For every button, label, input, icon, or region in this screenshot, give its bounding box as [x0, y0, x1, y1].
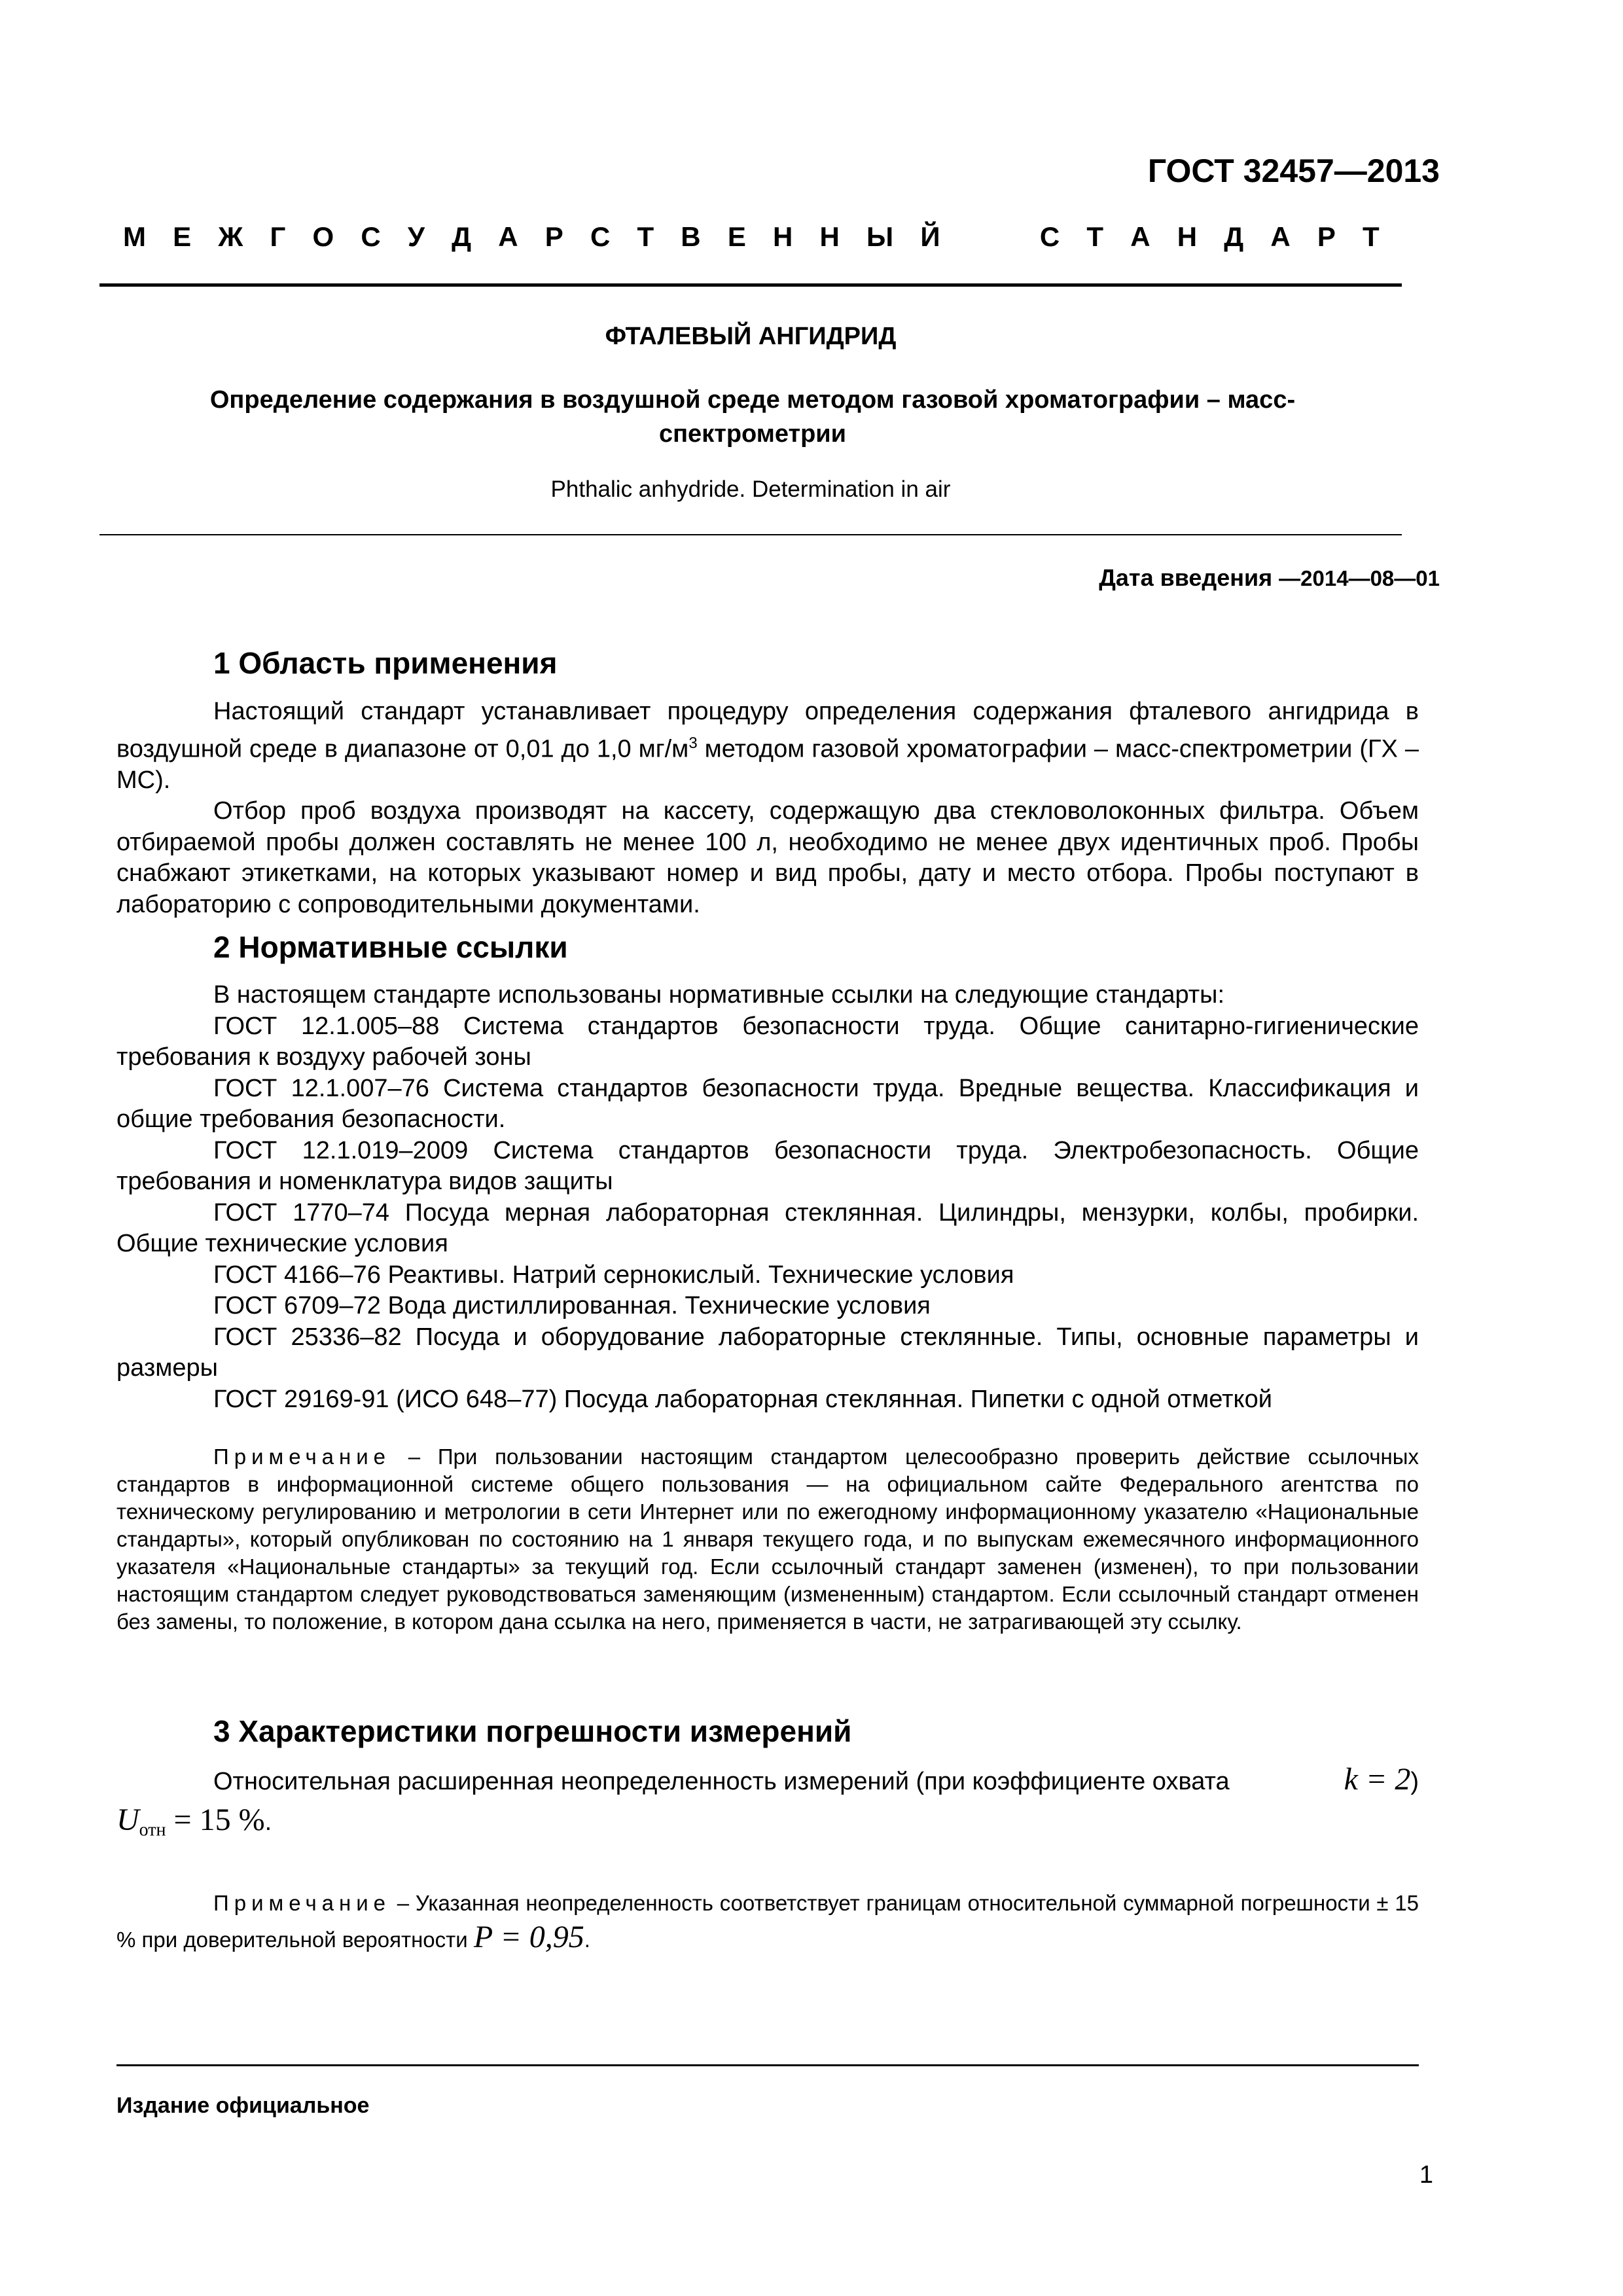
banner-letter: Д: [452, 221, 472, 252]
section-2-heading: 2 Нормативные ссылки: [213, 930, 568, 964]
interstate-standard-banner: [123, 221, 1380, 253]
intro-date-value: —2014—08—01: [1279, 566, 1440, 590]
section-1-paragraph-1: Настоящий стандарт устанавливает процедуру определения содержания фталевого ангидрида в воздушной среде в диапазоне от 0,01 до 1,0 $мг/м^3$ методом газовой хроматографии – масс-спектрометрии (ГХ – МС).: [116, 698, 1419, 794]
p-formula: P = 0,95: [473, 1920, 584, 1954]
banner-letter: М: [123, 221, 146, 252]
banner-letter: Н: [819, 221, 840, 252]
banner-letter: Й: [920, 221, 940, 252]
gost-number: ГОСТ 32457—2013: [1147, 152, 1440, 189]
reference-item: ГОСТ 12.1.005–88 Система стандартов безопасности труда. Общие санитарно-гигиенические требования к воздуху рабочей зоны: [116, 1012, 1419, 1071]
reference-item: ГОСТ 12.1.019–2009 Система стандартов безопасности труда. Электробезопасность. Общие требования и номенклатура видов защиты: [116, 1136, 1419, 1195]
banner-letter: С: [590, 221, 611, 252]
banner-letter: Е: [727, 221, 746, 252]
reference-item: ГОСТ 25336–82 Посуда и оборудование лабораторные стеклянные. Типы, основные параметры и размеры: [116, 1323, 1419, 1382]
section-2-body: [116, 980, 1419, 1415]
banner-letter: А: [1270, 221, 1291, 252]
edition-label: Издание официальное: [116, 2093, 370, 2118]
banner-letter: Р: [1317, 221, 1336, 252]
title-rule: [99, 534, 1402, 535]
introduction-date: [1099, 564, 1440, 592]
banner-letter: Т: [1363, 221, 1380, 252]
section-2-note: [116, 1443, 1419, 1636]
page-number: 1: [1419, 2161, 1433, 2189]
section-2-intro: В настоящем стандарте использованы нормативные ссылки на следующие стандарты:: [213, 981, 1225, 1009]
banner-letter: А: [498, 221, 518, 252]
document-subtitle: Определение содержания в воздушной среде методом газовой хроматографии – масс-спектрометрии: [209, 386, 1296, 448]
banner-letter: Ы: [866, 221, 894, 252]
english-title: Phthalic anhydride. Determination in air: [550, 476, 951, 502]
banner-letter: Т: [1086, 221, 1104, 252]
document-title: ФТАЛЕВЫЙ АНГИДРИД: [605, 323, 897, 350]
section-1-body: [116, 696, 1419, 920]
banner-letter: У: [407, 221, 425, 252]
section-1-heading: 1 Область применения: [213, 646, 558, 680]
banner-letter: Н: [773, 221, 793, 252]
banner-letter: С: [361, 221, 381, 252]
uncertainty-formula: $U_{отн} = 15$ %.: [116, 1802, 272, 1840]
banner-letter: Е: [173, 221, 192, 252]
intro-date-label: Дата введения: [1099, 564, 1273, 591]
banner-letter: В: [681, 221, 701, 252]
header-rule: [99, 283, 1402, 287]
banner-letter: Н: [1177, 221, 1198, 252]
banner-letter: С: [1039, 221, 1060, 252]
banner-letter: Ж: [218, 221, 243, 252]
section-3-heading: 3 Характеристики погрешности измерений: [213, 1714, 852, 1748]
banner-letter: Т: [637, 221, 654, 252]
banner-letter: Д: [1224, 221, 1244, 252]
section-3-body: [116, 1764, 1419, 1846]
banner-letter: О: [312, 221, 334, 252]
section-1-paragraph-2: Отбор проб воздуха производят на кассету, содержащую два стекловолоконных фильтра. Объем отбираемой пробы должен составлять не менее 100 л, необходимо не менее двух идентичных проб. Пробы снабжают этикетками, на которых указывают номер и вид пробы, дату и место отбора. Пробы поступают в лабораторию с сопроводительными документами.: [116, 797, 1419, 918]
reference-item: ГОСТ 1770–74 Посуда мерная лабораторная стеклянная. Цилиндры, мензурки, колбы, пробирки. Общие технические условия: [116, 1198, 1419, 1257]
banner-letter: А: [1130, 221, 1150, 252]
section-3-note: Примечание – Указанная неопределенность соответствует границам относительной суммарной погрешности ± 15 % при доверительной вероятности P = 0,95.: [116, 1891, 1419, 1954]
note-text: – Указанная неопределенность соответствует границам относительной суммарной погрешности ± 15 % при доверительной вероятности: [116, 1891, 1419, 1952]
banner-letter: Г: [270, 221, 286, 252]
note-text: – При пользовании настоящим стандартом целесообразно проверить действие ссылочных стандартов в информационной системе общего пользования — на официальном сайте Федерального агентства по техническому регулированию и метрологии в сети Интернет или по ежегодному информационному указателю «Национальные стандарты», который опубликован по состоянию на 1 января текущего года, и по выпускам ежемесячного информационного указателя «Национальные стандарты» за текущий год. Если ссылочный стандарт заменен (изменен), то при пользовании настоящим стандартом следует руководствоваться заменяющим (измененным) стандартом. Если ссылочный стандарт отменен без замены, то положение, в котором дана ссылка на него, применяется в части, не затрагивающей эту ссылку.: [116, 1444, 1419, 1634]
section-3-paragraph: Относительная расширенная неопределенность измерений (при коэффициенте охвата k = 2): [213, 1762, 1419, 1797]
banner-gap: [967, 221, 1013, 253]
reference-item: ГОСТ 12.1.007–76 Система стандартов безопасности труда. Вредные вещества. Классификация и общие требования безопасности.: [116, 1074, 1419, 1133]
k-formula: k = 2: [1344, 1762, 1411, 1797]
footer-rule: [116, 2064, 1419, 2066]
reference-item: ГОСТ 29169-91 (ИСО 648–77) Посуда лабораторная стеклянная. Пипетки с одной отметкой: [213, 1385, 1272, 1413]
note-label: Примечание: [213, 1444, 391, 1469]
banner-letter: Р: [544, 221, 563, 252]
note-label: Примечание: [213, 1891, 391, 1915]
reference-item: ГОСТ 6709–72 Вода дистиллированная. Технические условия: [213, 1292, 931, 1319]
reference-item: ГОСТ 4166–76 Реактивы. Натрий сернокислый. Технические условия: [213, 1261, 1014, 1289]
